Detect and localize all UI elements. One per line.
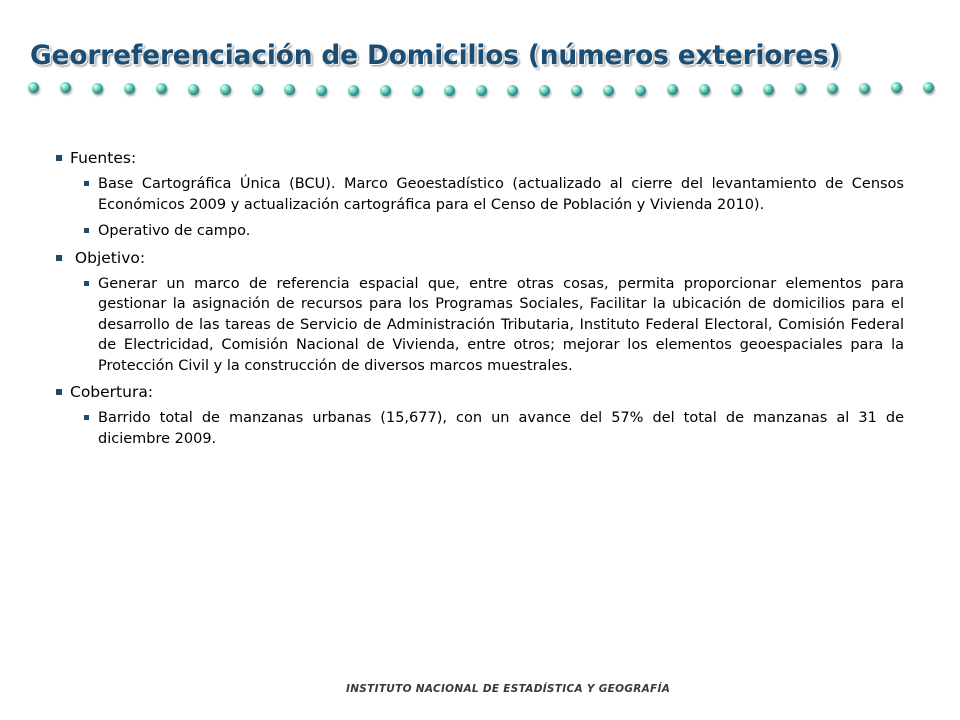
divider-dot-icon: [731, 84, 742, 95]
divider-dot-icon: [412, 85, 423, 96]
divider-dot-icon: [571, 85, 582, 96]
divider-dot-icon: [444, 85, 455, 96]
section-heading: [56, 148, 904, 168]
divider-dot-icon: [603, 85, 614, 96]
list-item: [84, 221, 904, 242]
divider-dot-icon: [380, 85, 391, 96]
divider-dot-icon: [476, 85, 487, 96]
divider-dot-icon: [923, 82, 934, 93]
divider-dot-icon: [284, 84, 295, 95]
divider-dot-icon: [92, 83, 103, 94]
slide-title: Georreferenciación de Domicilios (números exteriores): [30, 40, 841, 71]
list-item: [84, 174, 904, 215]
title-divider-dots: [28, 74, 934, 98]
section-objetivo: [56, 248, 904, 377]
section-heading: [56, 382, 904, 402]
section-cobertura: [56, 382, 904, 449]
divider-dot-icon: [763, 84, 774, 95]
divider-dot-icon: [699, 84, 710, 95]
list-item: [84, 274, 904, 377]
list-item-text: Base Cartográfica Única (BCU). Marco Geoestadístico (actualizado al cierre del levantamiento de Censos Económicos 2009 y actualización cartográfica para el Censo de Población y Vivienda 2010).: [98, 176, 904, 213]
list-item: [84, 408, 904, 449]
section-heading-text: Fuentes:: [70, 149, 137, 167]
list-item-text: Generar un marco de referencia espacial que, entre otras cosas, permita proporcionar elementos para gestionar la asignación de recursos para los Programas Sociales, Facilitar la ubicación de domicilios para el desarrollo de las tareas de Servicio de Administración Tributaria, Instituto Federal Electoral, Comisión Federal de Electricidad, Comisión Nacional de Vivienda, entre otros; mejorar los elementos geoespaciales para la Protección Civil y la construcción de diversos marcos muestrales.: [98, 275, 904, 374]
square-bullet-icon: [84, 181, 89, 186]
square-bullet-icon: [84, 228, 89, 233]
divider-dot-icon: [156, 83, 167, 94]
divider-dot-icon: [124, 83, 135, 94]
divider-dot-icon: [507, 85, 518, 96]
footer-institution: INSTITUTO NACIONAL DE ESTADÍSTICA Y GEOGRAFÍA: [346, 683, 671, 695]
section-heading-text: Cobertura:: [70, 383, 154, 401]
square-bullet-icon: [84, 415, 89, 420]
square-bullet-icon: [84, 281, 89, 286]
divider-dot-icon: [827, 83, 838, 94]
square-bullet-icon: [56, 389, 62, 395]
square-bullet-icon: [56, 155, 62, 161]
divider-dot-icon: [28, 82, 39, 93]
square-bullet-icon: [56, 255, 62, 261]
divider-dot-icon: [220, 84, 231, 95]
divider-dot-icon: [188, 84, 199, 95]
divider-dot-icon: [859, 83, 870, 94]
divider-dot-icon: [348, 85, 359, 96]
divider-dot-icon: [252, 84, 263, 95]
section-fuentes: [56, 148, 904, 242]
section-heading: [56, 248, 904, 268]
divider-dot-icon: [891, 82, 902, 93]
divider-dot-icon: [539, 85, 550, 96]
divider-dot-icon: [667, 84, 678, 95]
section-heading-text: Objetivo:: [70, 248, 146, 267]
divider-dot-icon: [635, 85, 646, 96]
slide-content: [56, 148, 904, 455]
list-item-text: Barrido total de manzanas urbanas (15,677), con un avance del 57% del total de manzanas al 31 de diciembre 2009.: [98, 410, 904, 447]
divider-dot-icon: [316, 85, 327, 96]
list-item-text: Operativo de campo.: [98, 223, 251, 239]
divider-dot-icon: [795, 83, 806, 94]
divider-dot-icon: [60, 82, 71, 93]
